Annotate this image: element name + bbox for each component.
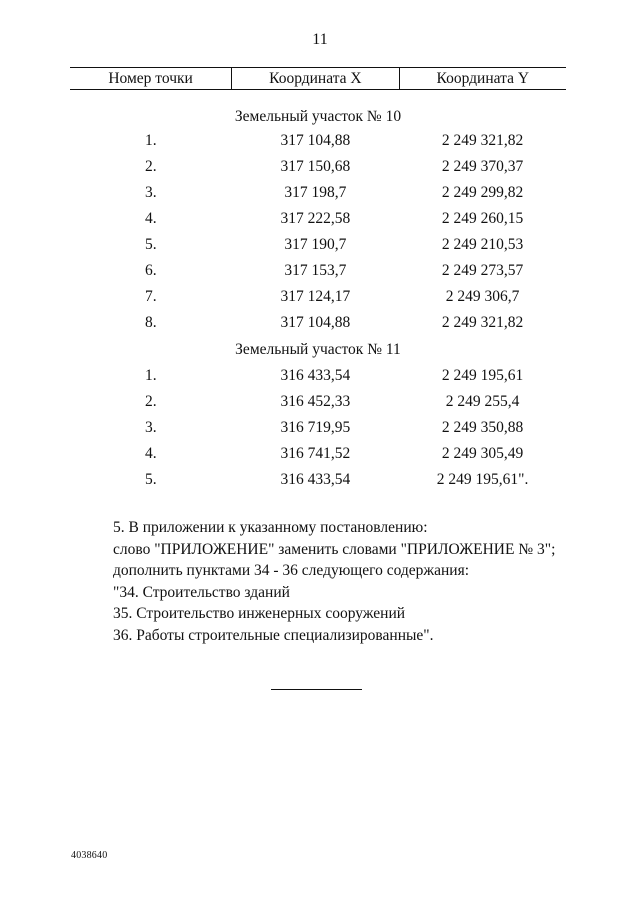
coordinate-x: 317 104,88 [280,314,351,331]
header-coordinate-x: Координата X [232,68,399,90]
table-row [70,310,566,336]
section-row [70,90,566,129]
coordinate-y: 2 249 260,15 [441,210,524,227]
table-row [70,284,566,310]
point-number: 3. [145,184,157,201]
paragraph: 35. Строительство инженерных сооружений [113,605,406,622]
point-number: 7. [145,288,157,305]
table-header-row [70,68,566,90]
header-coordinate-y: Координата Y [399,68,566,90]
coordinate-y: 2 249 305,49 [441,445,524,462]
paragraph: "34. Строительство зданий [113,583,290,601]
section-title: Земельный участок № 11 [235,340,401,358]
section-title: Земельный участок № 10 [234,108,402,125]
table-row [70,232,566,258]
table-row [70,180,566,206]
table-row [70,154,566,180]
header-point-number: Номер точки [70,68,232,90]
coordinate-y: 2 249 210,53 [441,236,524,253]
coordinate-x: 317 190,7 [284,236,347,253]
paragraph: 36. Работы строительные специализированные". [113,626,434,644]
amendment-text [113,517,583,646]
point-number: 5. [145,471,157,488]
page-number: 11 [312,31,328,48]
coordinate-x: 317 124,17 [280,288,351,305]
paragraph: слово "ПРИЛОЖЕНИЕ" заменить словами "ПРИЛОЖЕНИЕ № 3"; [113,540,556,558]
table-row [70,467,566,493]
document-code: 4038640 [71,850,108,861]
coordinate-x: 317 153,7 [284,262,347,279]
point-number: 5. [145,236,157,253]
coordinate-x: 316 433,54 [280,367,351,384]
coordinate-x: 317 222,58 [280,210,351,227]
table-row [70,389,566,415]
table-row [70,128,566,154]
coordinate-y: 2 249 370,37 [441,158,524,175]
coordinate-y: 2 249 273,57 [441,262,524,279]
section-row [70,336,566,363]
coordinate-x: 317 198,7 [284,184,347,201]
table-row [70,206,566,232]
coordinates-table [70,67,566,493]
point-number: 4. [145,210,157,227]
paragraph: дополнить пунктами 34 - 36 следующего содержания: [113,562,470,579]
point-number: 6. [145,262,157,279]
end-divider [271,689,362,690]
coordinate-y: 2 249 299,82 [441,184,524,201]
coordinate-x: 316 719,95 [280,419,351,436]
point-number: 2. [145,158,157,175]
coordinate-y: 2 249 195,61". [436,471,529,488]
point-number: 1. [145,132,157,149]
coordinate-x: 317 150,68 [280,158,351,175]
point-number: 2. [145,393,157,410]
coordinate-y: 2 249 350,88 [441,419,524,436]
point-number: 4. [145,445,157,462]
point-number: 3. [145,419,157,436]
coordinate-x: 316 741,52 [280,445,351,462]
coordinate-y: 2 249 321,82 [441,314,524,331]
point-number: 1. [145,367,157,384]
table-row [70,363,566,389]
coordinate-y: 2 249 195,61 [441,367,524,384]
table-row [70,258,566,284]
table-row [70,415,566,441]
coordinate-y: 2 249 306,7 [445,288,520,305]
table-body [70,90,566,494]
coordinate-y: 2 249 321,82 [441,132,524,149]
coordinate-x: 317 104,88 [280,132,351,149]
coordinate-y: 2 249 255,4 [445,393,520,410]
point-number: 8. [145,314,157,331]
table-row [70,441,566,467]
coordinate-x: 316 452,33 [280,393,351,410]
coordinate-x: 316 433,54 [280,471,351,488]
paragraph: 5. В приложении к указанному постановлению: [113,519,428,536]
